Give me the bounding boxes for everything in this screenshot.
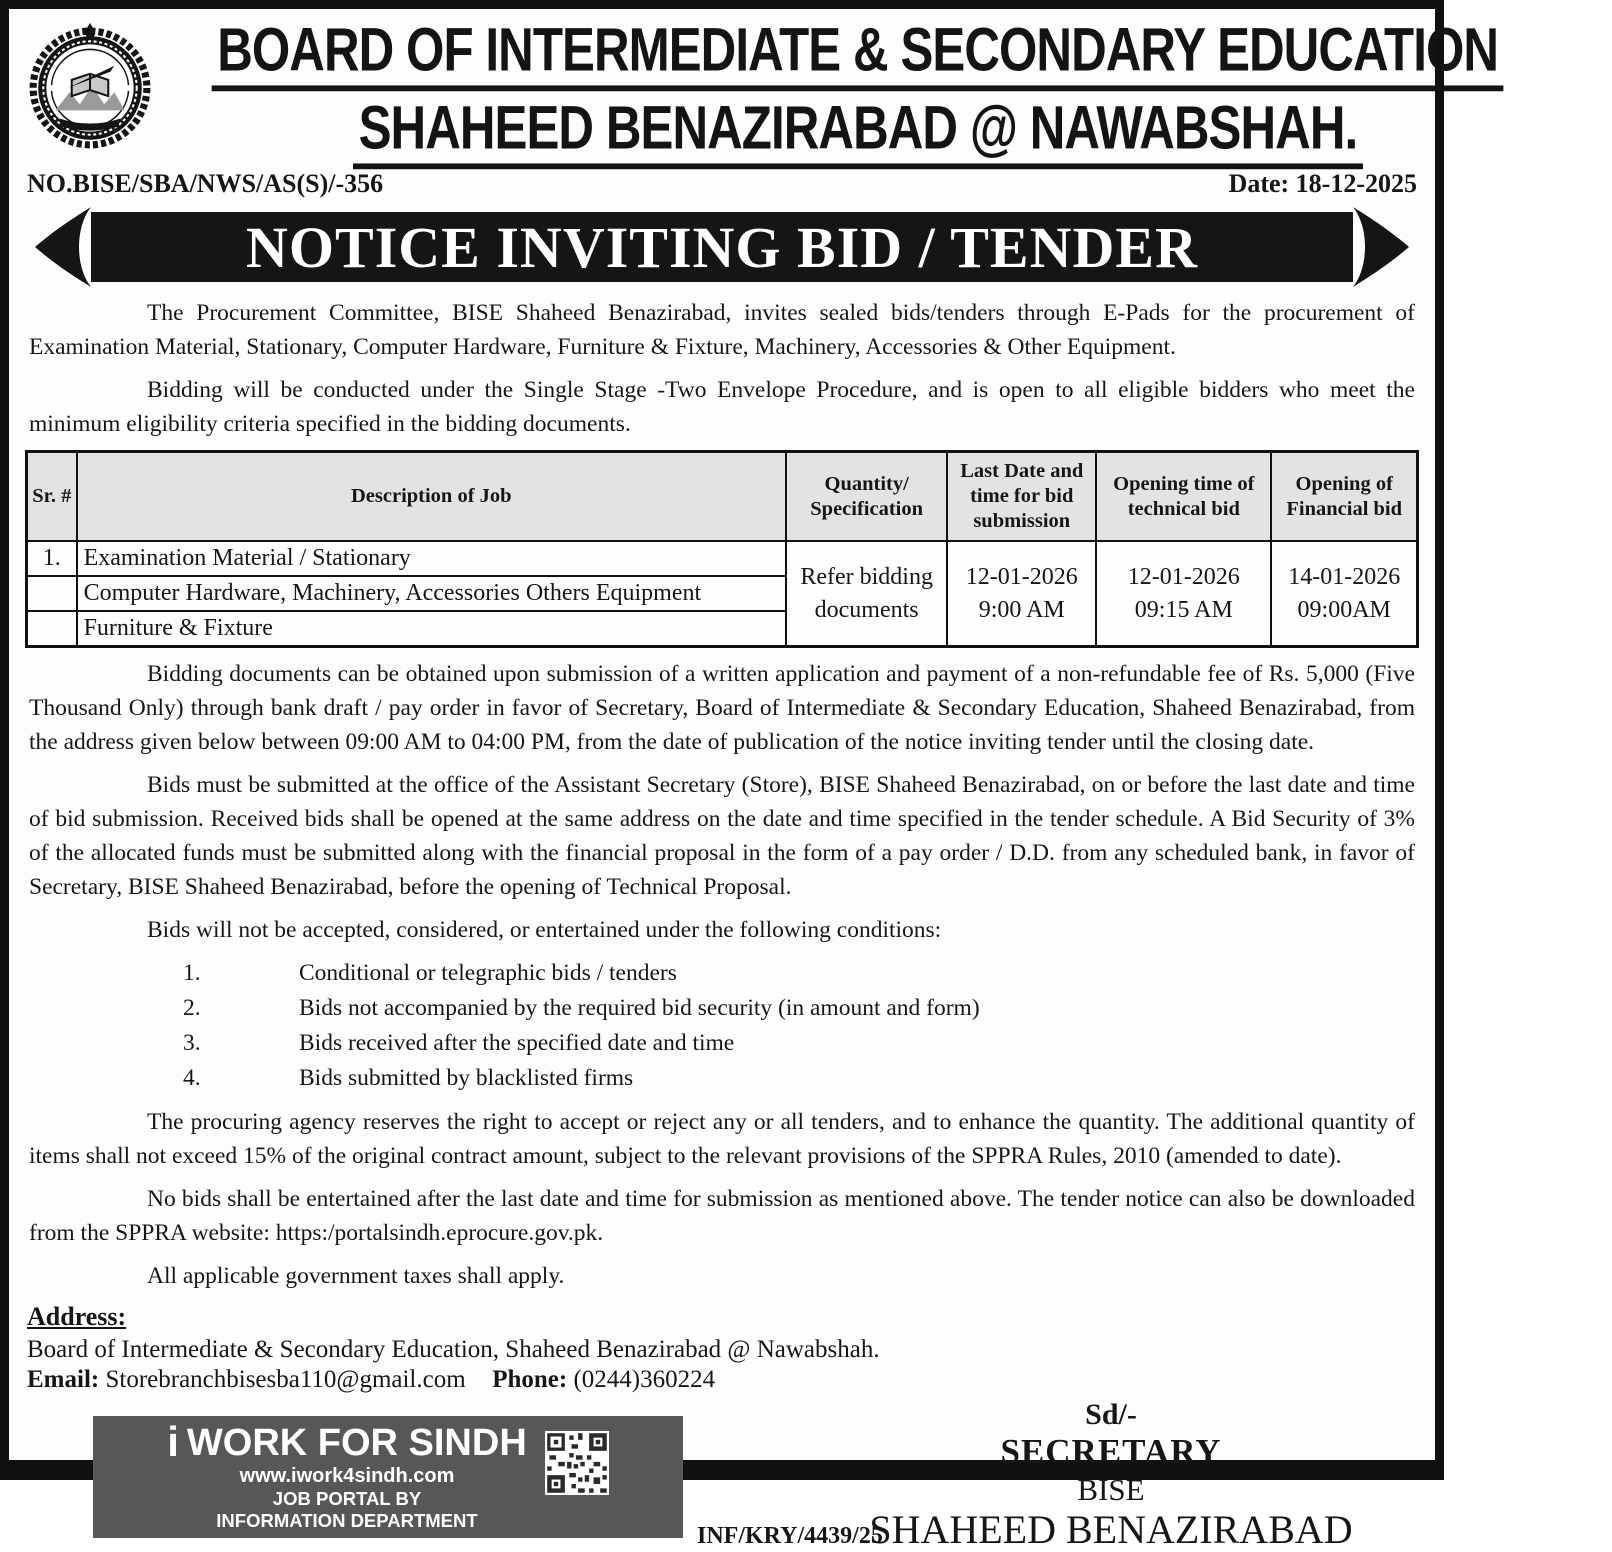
paragraph-no-late-bids: No bids shall be entertained after the last date and time for submission as mentioned above. The tender notice can also be downloaded from the SPPRA website: https:/portalsindh.eprocure.gov.pk. xyxy=(29,1186,1415,1247)
cell-quantity: Refer bidding documents xyxy=(786,541,947,647)
condition-number: 3. xyxy=(183,1030,201,1057)
header-last-date: Last Date and time for bid submission xyxy=(947,452,1096,542)
row1-description: Examination Material / Stationary xyxy=(77,541,786,576)
row2-description: Computer Hardware, Machinery, Accessories Others Equipment xyxy=(77,576,786,611)
board-seal-logo-icon xyxy=(25,17,163,158)
paragraph-conditions-intro: Bids will not be accepted, considered, or entertained under the following conditions: xyxy=(147,917,942,944)
row3-sr xyxy=(27,611,77,647)
header-technical: Opening time of technical bid xyxy=(1096,452,1271,542)
banner-wrap xyxy=(35,207,1409,287)
condition-text: Bids received after the specified date and time xyxy=(299,1030,735,1057)
signature-title: SECRETARY xyxy=(1000,1432,1222,1472)
row3-description: Furniture & Fixture xyxy=(77,611,786,647)
org-title-line1: BOARD OF INTERMEDIATE & SECONDARY EDUCATION xyxy=(212,17,1504,91)
left-bracket-ornament-icon xyxy=(35,207,91,287)
list-item xyxy=(183,1061,1419,1096)
masthead xyxy=(25,15,1499,163)
technical-bid-date: 12-01-2026 xyxy=(1127,563,1240,590)
inf-reference-number: INF/KRY/4439/25 xyxy=(697,1523,883,1550)
signature-org: BISE xyxy=(1077,1472,1145,1508)
cell-financial-bid xyxy=(1271,541,1417,647)
list-item xyxy=(183,991,1419,1026)
paragraph-taxes: All applicable government taxes shall apply. xyxy=(147,1263,565,1290)
iwork-subtitle-2: INFORMATION DEPARTMENT xyxy=(216,1510,478,1532)
right-bracket-ornament-icon xyxy=(1353,207,1409,287)
iwork-brand-line xyxy=(167,1418,527,1466)
email-label: Email: xyxy=(27,1366,100,1394)
signature-block xyxy=(811,1398,1411,1552)
condition-number: 2. xyxy=(183,995,201,1022)
table-header-row xyxy=(27,452,1418,542)
notice-date: Date: 18-12-2025 xyxy=(1228,169,1417,199)
financial-bid-time: 09:00AM xyxy=(1297,596,1391,623)
condition-number: 4. xyxy=(183,1065,201,1092)
address-contact xyxy=(27,1366,1417,1394)
cell-bid-submission xyxy=(947,541,1096,647)
bid-submission-time: 9:00 AM xyxy=(978,596,1065,623)
header-sr: Sr. # xyxy=(27,452,77,542)
reference-row xyxy=(27,169,1417,199)
iwork-subtitle-1: JOB PORTAL BY xyxy=(272,1488,422,1510)
cell-technical-bid xyxy=(1096,541,1271,647)
address-line: Board of Intermediate & Secondary Education, Shaheed Benazirabad @ Nawabshah. xyxy=(27,1336,880,1364)
list-item xyxy=(183,1026,1419,1061)
paragraph-bid-submission: Bids must be submitted at the office of the Assistant Secretary (Store), BISE Shaheed Benazirabad, on or before the last date and time of bid submission. Received bids shall be opened at the same address on the date and time specified in the tender schedule. A Bid Security of 3% of the allocated funds must be submitted along with the financial proposal in the form of a pay order / D.D. from any scheduled bank, in favor of Secretary, BISE Shaheed Benazirabad, before the opening of Technical Proposal. xyxy=(29,772,1415,901)
financial-bid-date: 14-01-2026 xyxy=(1288,563,1401,590)
bid-schedule-table xyxy=(25,450,1419,648)
condition-number: 1. xyxy=(183,960,201,987)
signature-sd: Sd/- xyxy=(1085,1398,1137,1432)
iwork-brand-text: WORK FOR SINDH xyxy=(186,1422,527,1465)
iwork-text-block xyxy=(167,1418,527,1532)
row2-sr xyxy=(27,576,77,611)
condition-text: Bids submitted by blacklisted firms xyxy=(299,1065,634,1092)
notice-banner-title: NOTICE INVITING BID / TENDER xyxy=(91,212,1353,282)
paragraph-right-to-reject: The procuring agency reserves the right to accept or reject any or all tenders, and to enhance the quantity. The additional quantity of items shall not exceed 15% of the original contract amount, subject to the relevant provisions of the SPPRA Rules, 2010 (amended to date). xyxy=(29,1109,1415,1170)
org-title-block xyxy=(163,15,1612,163)
phone-value: (0244)360224 xyxy=(573,1366,716,1394)
paragraph-bidding-procedure: Bidding will be conducted under the Single Stage -Two Envelope Procedure, and is open to all eligible bidders who meet the minimum eligibility criteria specified in the bidding documents. xyxy=(29,377,1415,438)
condition-text: Conditional or telegraphic bids / tenders xyxy=(299,960,677,987)
paragraph-procurement-intro: The Procurement Committee, BISE Shaheed Benazirabad, invites sealed bids/tenders through E-Pads for the procurement of Examination Material, Stationary, Computer Hardware, Furniture & Fixture, Machinery, Accessories & Other Equipment. xyxy=(29,300,1415,361)
technical-bid-time: 09:15 AM xyxy=(1134,596,1233,623)
iwork-url: www.iwork4sindh.com xyxy=(239,1465,455,1488)
footer xyxy=(25,1398,1419,1552)
conditions-list xyxy=(183,956,1419,1096)
paragraph-bidding-documents: Bidding documents can be obtained upon submission of a written application and payment of a non-refundable fee of Rs. 5,000 (Five Thousand Only) through bank draft / pay order in favor of Secretary, Board of Intermediate & Secondary Education, Shaheed Benazirabad, from the address given below between 09:00 AM to 04:00 PM, from the date of publication of the notice inviting tender until the closing date. xyxy=(29,661,1415,756)
reference-number: NO.BISE/SBA/NWS/AS(S)/-356 xyxy=(27,169,384,199)
header-financial: Opening of Financial bid xyxy=(1271,452,1417,542)
row1-sr: 1. xyxy=(27,541,77,576)
iwork-i-glyph: i xyxy=(167,1418,179,1466)
iwork-for-sindh-banner xyxy=(93,1416,683,1538)
header-quantity: Quantity/ Specification xyxy=(786,452,947,542)
condition-text: Bids not accompanied by the required bid security (in amount and form) xyxy=(299,995,980,1022)
qr-code-icon xyxy=(545,1431,609,1495)
list-item xyxy=(183,956,1419,991)
phone-label: Phone: xyxy=(492,1366,568,1394)
org-title-line2: SHAHEED BENAZIRABAD @ NAWABSHAH. xyxy=(353,95,1363,169)
address-heading: Address: xyxy=(27,1302,127,1332)
bid-submission-date: 12-01-2026 xyxy=(965,563,1078,590)
header-description: Description of Job xyxy=(77,452,786,542)
email-value: Storebranchbisesba110@gmail.com xyxy=(105,1366,466,1394)
signature-org-full: SHAHEED BENAZIRABAD xyxy=(869,1507,1353,1552)
table-row xyxy=(27,541,1418,576)
